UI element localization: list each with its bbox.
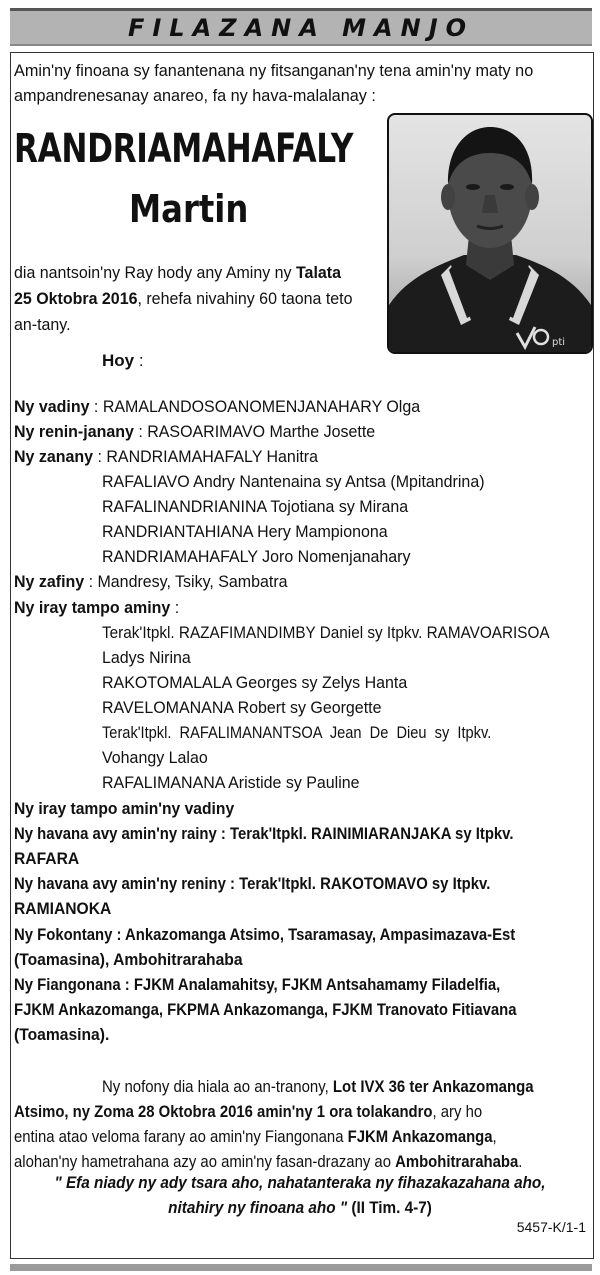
intro-line-1: Amin'ny finoana sy fanantenana ny fitsanganan'ny tena amin'ny maty no — [14, 61, 534, 80]
funeral-line-1: Ny nofony dia hiala ao an-tranony, Lot IVX 36 ter Ankazomanga — [102, 1077, 534, 1096]
family-iray-vadiny: Ny iray tampo amin'ny vadiny — [14, 799, 235, 818]
family-iray-item: Ladys Nirina — [102, 648, 191, 667]
family-fokontany-line-2: (Toamasina), Ambohitrarahaba — [14, 950, 243, 969]
death-notice-line-1: dia nantsoin'ny Ray hody any Aminy ny Talata — [14, 263, 341, 282]
family-fiangonana-line-1: Ny Fiangonana : FJKM Analamahitsy, FJKM Antsahamamy Filadelfia, — [14, 975, 501, 994]
funeral-line-2: Atsimo, ny Zoma 28 Oktobra 2016 amin'ny 1 ora tolakandro, ary ho — [14, 1102, 483, 1121]
header-bar — [10, 8, 592, 46]
family-zanany: Ny zanany : RANDRIAMAHAFALY Hanitra — [14, 447, 319, 466]
reference-code: 5457-K/1-1 — [516, 1219, 586, 1235]
family-fiangonana-line-2: FJKM Ankazomanga, FKPMA Ankazomanga, FJKM Tranovato Fitiavana — [14, 1000, 517, 1019]
deceased-surname: RANDRIAMAHAFALY — [14, 126, 354, 172]
family-fokontany-line-1: Ny Fokontany : Ankazomanga Atsimo, Tsaramasay, Ampasimazava-Est — [14, 925, 516, 944]
family-iray-item: RAFALIMANANA Aristide sy Pauline — [102, 773, 360, 792]
family-zanany-item: RAFALINANDRIANINA Tojotiana sy Mirana — [102, 497, 409, 516]
family-iray-tampo: Ny iray tampo aminy : — [14, 598, 180, 617]
family-iray-item: RAVELOMANANA Robert sy Georgette — [102, 698, 382, 717]
intro-line-2: ampandrenesanay anareo, fa ny hava-malalanay : — [14, 86, 376, 105]
deceased-firstname: Martin — [129, 187, 249, 231]
family-zafiny: Ny zafiny : Mandresy, Tsiky, Sambatra — [14, 572, 288, 591]
death-notice-line-2: 25 Oktobra 2016, rehefa nivahiny 60 taona teto — [14, 289, 353, 308]
family-renin-janany: Ny renin-janany : RASOARIMAVO Marthe Josette — [14, 422, 376, 441]
family-zanany-item: RANDRIANTAHIANA Hery Mampionona — [102, 522, 388, 541]
svg-text:pti: pti — [552, 337, 566, 348]
family-vadiny: Ny vadiny : RAMALANDOSOANOMENJANAHARY Olga — [14, 397, 421, 416]
portrait-image — [389, 115, 591, 352]
quote-line-1: " Efa niady ny ady tsara aho, nahatanteraka ny fihazakazahana aho, — [54, 1173, 546, 1192]
death-notice-line-3: an-tany. — [14, 315, 71, 334]
family-iray-item: RAKOTOMALALA Georges sy Zelys Hanta — [102, 673, 408, 692]
funeral-line-3: entina atao veloma farany ao amin'ny Fiangonana FJKM Ankazomanga, — [14, 1127, 497, 1146]
family-zanany-item: RANDRIAMAHAFALY Joro Nomenjanahary — [102, 547, 411, 566]
footer-bar — [10, 1264, 592, 1271]
hoy-label: Hoy : — [102, 351, 144, 370]
deceased-photo — [387, 113, 593, 354]
page-title: FILAZANA MANJO — [127, 13, 475, 42]
family-zanany-item: RAFALIAVO Andry Nantenaina sy Antsa (Mpitandrina) — [102, 472, 485, 491]
family-iray-item: Terak'Itpkl. RAFALIMANANTSOA Jean De Dieu sy Itpkv. — [102, 723, 492, 742]
family-havana-reniny-line-2: RAMIANOKA — [14, 899, 112, 918]
family-havana-reniny-line-1: Ny havana avy amin'ny reniny : Terak'Itpkl. RAKOTOMAVO sy Itpkv. — [14, 874, 491, 893]
family-havana-rainy-line-2: RAFARA — [14, 849, 80, 868]
family-havana-rainy-line-1: Ny havana avy amin'ny rainy : Terak'Itpkl. RAINIMIARANJAKA sy Itpkv. — [14, 824, 514, 843]
family-iray-item: Terak'Itpkl. RAZAFIMANDIMBY Daniel sy Itpkv. RAMAVOARISOA — [102, 623, 550, 642]
quote-line-2: nitahiry ny finoana aho " (II Tim. 4-7) — [168, 1198, 432, 1217]
family-fiangonana-line-3: (Toamasina). — [14, 1025, 110, 1044]
family-iray-item: Vohangy Lalao — [102, 748, 208, 767]
funeral-line-4: alohan'ny hametrahana azy ao amin'ny fasan-drazany ao Ambohitrarahaba. — [14, 1152, 523, 1171]
